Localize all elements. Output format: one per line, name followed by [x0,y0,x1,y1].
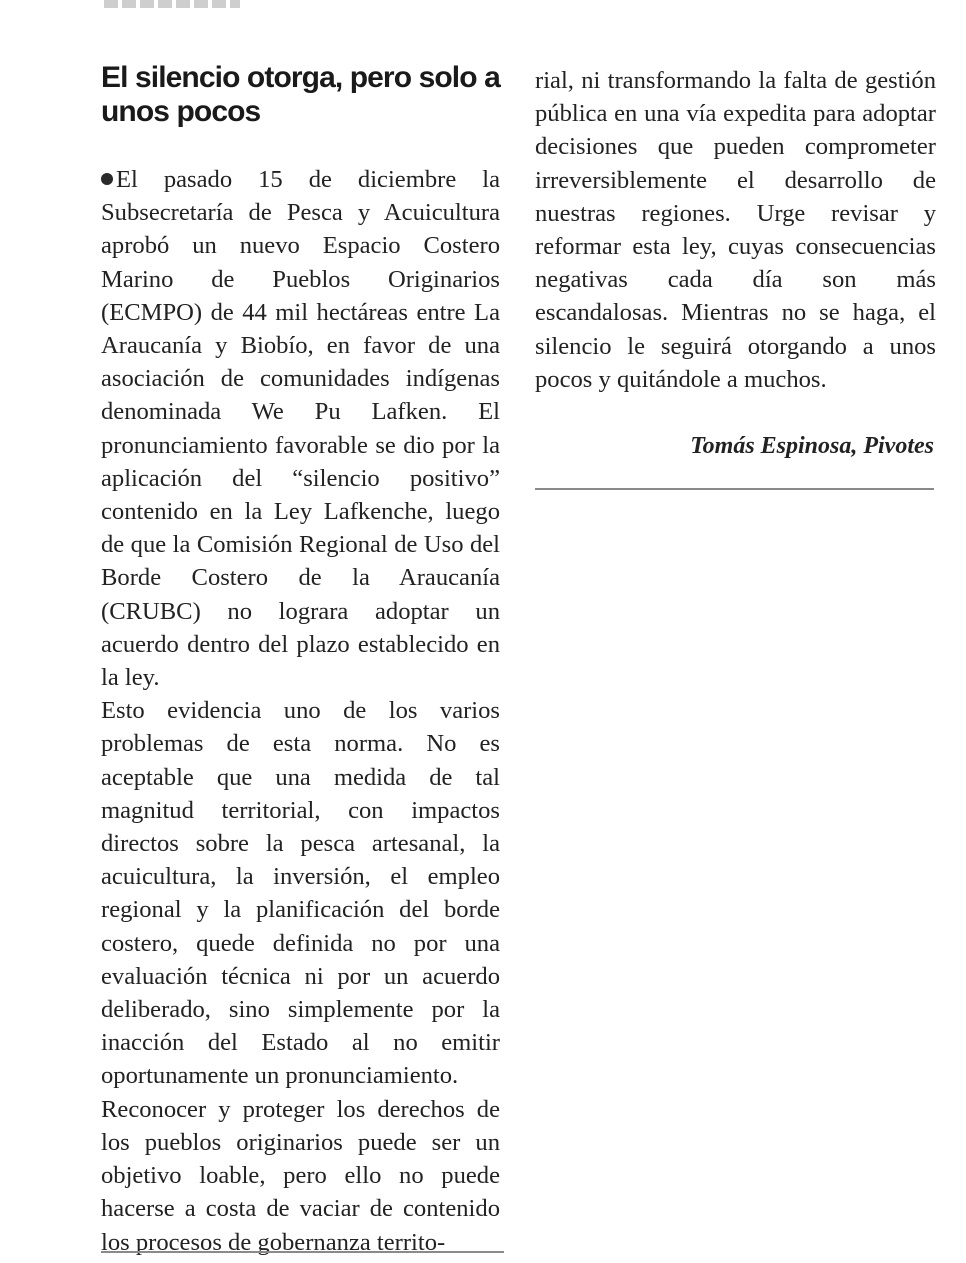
paragraph-1 [101,163,500,694]
top-edge-mark [104,0,240,8]
author-signature: Tomás Espinosa, Pivotes [690,433,934,459]
left-column-divider [101,1251,504,1253]
right-column-divider [535,488,934,490]
paragraph-4: rial, ni transformando la falta de gestión pública en una vía expedita para adoptar decisiones que pueden comprometer irreversiblemente el desarrollo de nuestras regiones. Urge revisar y reformar esta ley, cuyas consecuencias negativas cada día son más escandalosas. Mientras no se haga, el silencio le seguirá otorgando a unos pocos y quitándole a muchos. [535,67,936,393]
paragraph-3: Reconocer y proteger los derechos de los pueblos originarios puede ser un objetivo loable, pero ello no puede hacerse a costa de vaciar de contenido los procesos de gobernanza territo- [101,1095,500,1256]
paragraph-2: Esto evidencia uno de los varios problemas de esta norma. No es aceptable que una medida de tal magnitud territorial, con impactos directos sobre la pesca artesanal, la acuicultura, la inversión, el empleo regional y la planificación del borde costero, quede definida no por una evaluación técnica ni por un acuerdo deliberado, sino simplemente por la inacción del Estado al no emitir oportunamente un pronunciamiento. [101,697,500,1090]
paragraph-1-text: El pasado 15 de diciembre la Subsecretaría de Pesca y Acuicultura aprobó un nuevo Espacio Costero Marino de Pueblos Originarios (ECMPO) de 44 mil hectáreas entre La Araucanía y Biobío, en favor de una asociación de comunidades indígenas denominada We Pu Lafken. El pronunciamiento favorable se dio por la aplicación del “silencio positivo” contenido en la Ley Lafkenche, luego de que la Comisión Regional de Uso del Borde Costero de la Araucanía (CRUBC) no lograra adoptar un acuerdo dentro del plazo establecido en la ley. [101,166,500,692]
headline: El silencio otorga, pero solo a unos pocos [101,61,500,128]
bullet-icon [101,173,113,185]
article-body-right-column [535,64,936,396]
article-body-left-column [101,163,500,1259]
